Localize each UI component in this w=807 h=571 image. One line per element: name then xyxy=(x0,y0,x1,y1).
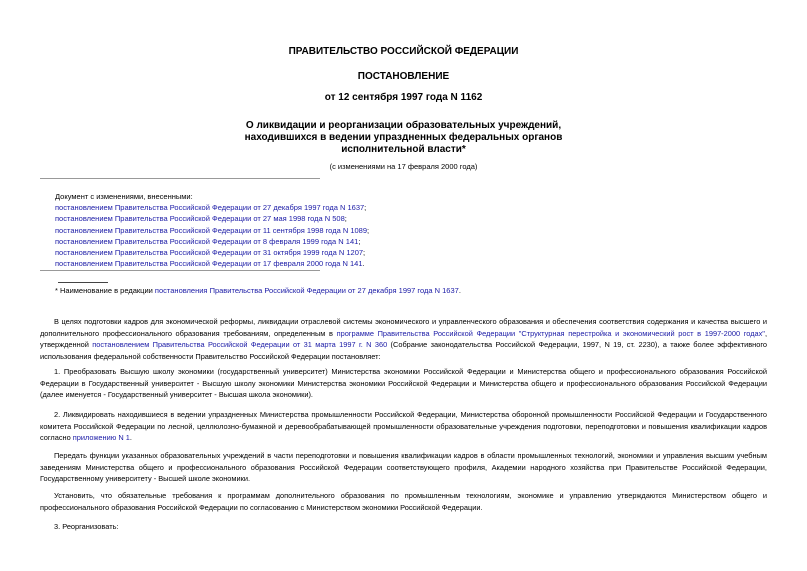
divider xyxy=(40,270,320,271)
amendment-link[interactable]: постановлением Правительства Российской Федерации от 8 февраля 1999 года N 141 xyxy=(55,236,359,246)
paragraph-1: 1. Преобразовать Высшую школу экономики (государственный университет) Министерства экономики Российской Федерации и Министерства общего и профессионального образования Российской Федерации в Государственный университет - Высшую школу экономики Министерства экономики Российской Федерации и Министерства общего и профессионального образования Российской Федерации (далее именуется - Государственный университет - Высшая школа экономики). xyxy=(40,367,767,399)
list-item: постановлением Правительства Российской Федерации от 11 сентября 1998 года N 1089; xyxy=(55,225,370,235)
program-link[interactable]: программе Правительства Российской Федерации "Структурная перестройка и экономический рост в 1997-2000 годах" xyxy=(336,328,765,338)
list-item: постановлением Правительства Российской Федерации от 27 мая 1998 года N 508; xyxy=(55,214,347,224)
list-item: постановлением Правительства Российской Федерации от 8 февраля 1999 года N 141; xyxy=(55,236,361,246)
amendment-link[interactable]: постановлением Правительства Российской Федерации от 17 февраля 2000 года N 141 xyxy=(55,259,363,269)
divider xyxy=(40,178,320,179)
list-item: постановлением Правительства Российской Федерации от 17 февраля 2000 года N 141. xyxy=(55,259,365,269)
paragraph-transfer: Передать функции указанных образовательных учреждений в части переподготовки и повышения квалификации кадров в области промышленных технологий, экономики и управления высшим учебным заведениям Министерства общего и профессионального образования Российской Федерации соответствующего профиля, Академии народного хозяйства при Правительстве Российской Федерации, Государственному университету - Высшей школе экономики. xyxy=(40,451,767,483)
amendments-list xyxy=(55,191,369,269)
paragraph-2: 2. Ликвидировать находившиеся в ведении упраздненных Министерства промышленности Российской Федерации, Министерства оборонной промышленности Российской Федерации и Государственного комитета Российской Федерации по лесной, целлюлозно-бумажной и деревообрабатывающей промышленности образовательные учреждения подготовки, переподготовки и повышения квалификации кадров согласно приложению N 1. xyxy=(40,410,767,442)
title-line-1: О ликвидации и реорганизации образовательных учреждений, xyxy=(245,120,562,131)
amendment-link[interactable]: постановлением Правительства Российской Федерации от 11 сентября 1998 года N 1089 xyxy=(55,225,368,235)
paragraph-preamble: В целях подготовки кадров для экономической реформы, ликвидации отраслевой системы экономического и управленческого образования и обеспечения соответствия содержания и качества высшего и дополнительного профессионального образования требованиям, определенным в программе Правительства Российской Федерации "Структурная перестройка и экономический рост в 1997-2000 годах", утвержденной постановлением Правительства Российской Федерации от 31 марта 1997 г. N 360 (Собрание законодательства Российской Федерации, 1997, N 19, ст. 2230), а также более эффективного использования федеральной собственности Правительство Российской Федерации постановляет: xyxy=(40,317,768,361)
paragraph-3: 3. Реорганизовать: xyxy=(54,522,119,531)
footnote-link[interactable]: постановления Правительства Российской Федерации от 27 декабря 1997 года N 1637 xyxy=(154,286,459,295)
list-item: постановлением Правительства Российской Федерации от 27 декабря 1997 года N 1637; xyxy=(55,203,367,213)
amendment-link[interactable]: постановлением Правительства Российской Федерации от 27 декабря 1997 года N 1637 xyxy=(55,203,365,213)
amendment-link[interactable]: постановлением Правительства Российской Федерации от 31 октября 1999 года N 1207 xyxy=(55,248,364,258)
footnote-divider xyxy=(58,282,108,283)
changes-note: (с изменениями на 17 февраля 2000 года) xyxy=(329,162,478,171)
document-date: от 12 сентября 1997 года N 1162 xyxy=(324,92,483,103)
document-type: ПОСТАНОВЛЕНИЕ xyxy=(357,71,450,82)
decree-link[interactable]: постановлением Правительства Российской Федерации от 31 марта 1997 г. N 360 xyxy=(92,340,388,349)
amendments-intro: Документ с изменениями, внесенными: xyxy=(55,192,193,201)
appendix-link[interactable]: приложению N 1 xyxy=(72,433,130,442)
footnote: * Наименование в редакции постановления Правительства Российской Федерации от 27 декабря 1997 года N 1637. xyxy=(55,286,461,295)
government-heading: ПРАВИТЕЛЬСТВО РОССИЙСКОЙ ФЕДЕРАЦИИ xyxy=(288,46,519,57)
document-title xyxy=(0,120,807,156)
paragraph-requirements: Установить, что обязательные требования к программам дополнительного образования по промышленным технологиям, экономике и управлению утверждаются Министерством общего и профессионального образования Российской Федерации по согласованию с Министерством экономики Российской Федерации. xyxy=(40,491,767,512)
list-item: постановлением Правительства Российской Федерации от 31 октября 1999 года N 1207; xyxy=(55,248,366,258)
amendment-link[interactable]: постановлением Правительства Российской Федерации от 27 мая 1998 года N 508 xyxy=(55,214,345,224)
title-line-3: исполнительной власти* xyxy=(341,144,466,155)
title-line-2: находившихся в ведении упраздненных федеральных органов xyxy=(244,132,563,143)
